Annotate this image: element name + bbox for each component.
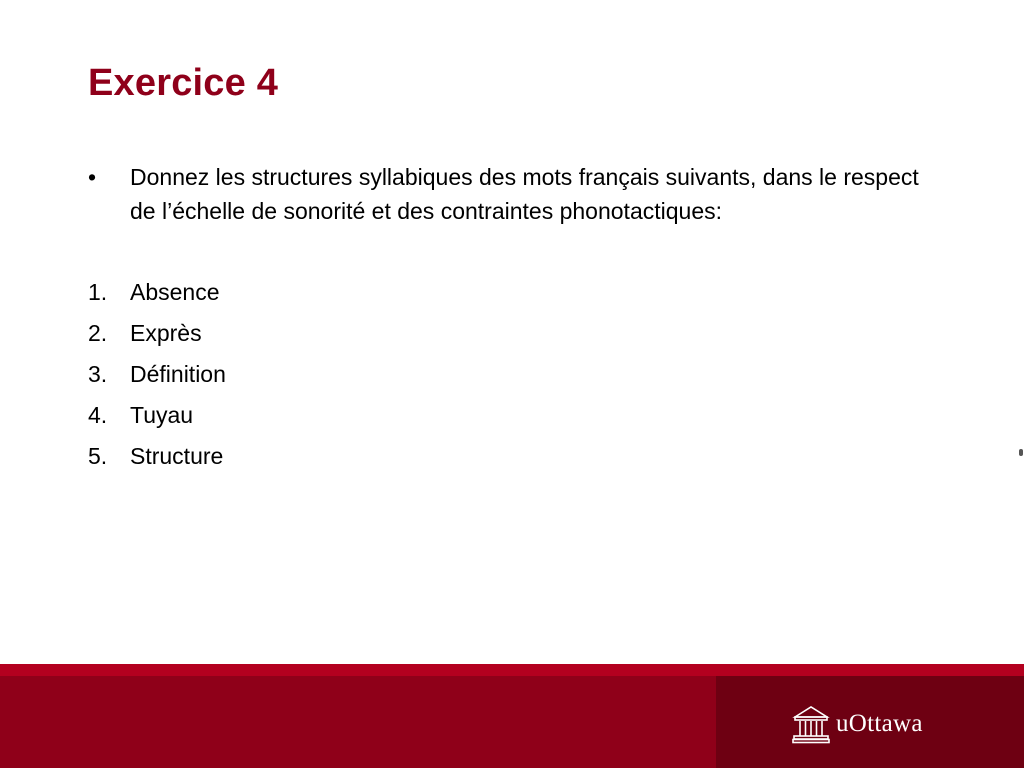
list-item-word: Tuyau — [130, 402, 194, 428]
list-item — [88, 272, 938, 313]
list-item-word: Structure — [130, 443, 224, 469]
logo-text: uOttawa — [836, 710, 923, 737]
list-item — [88, 313, 938, 354]
list-item-word: Définition — [130, 361, 226, 387]
list-item-number: 4. — [88, 402, 108, 428]
list-item-word: Exprès — [130, 320, 202, 346]
list-item-number: 3. — [88, 361, 108, 387]
list-item — [88, 354, 938, 395]
list-item-number: 5. — [88, 443, 108, 469]
list-item-number: 1. — [88, 279, 108, 305]
bullet-icon: • — [88, 164, 97, 190]
slide-body — [88, 160, 938, 477]
instruction-text: Donnez les structures syllabiques des mots français suivants, dans le respect de l’échelle de sonorité et des contraintes phonotactiques: — [130, 164, 919, 224]
list-item-word: Absence — [130, 279, 220, 305]
word-list — [88, 272, 938, 477]
list-item-number: 2. — [88, 320, 108, 346]
instruction-bullet — [88, 160, 938, 228]
university-building-icon — [792, 704, 830, 744]
stray-mark — [1019, 449, 1023, 456]
uottawa-logo — [792, 704, 923, 744]
footer-stripe — [0, 664, 1024, 676]
list-item — [88, 395, 938, 436]
slide-title: Exercice 4 — [88, 62, 279, 104]
list-item — [88, 436, 938, 477]
footer-band-left — [0, 676, 716, 768]
